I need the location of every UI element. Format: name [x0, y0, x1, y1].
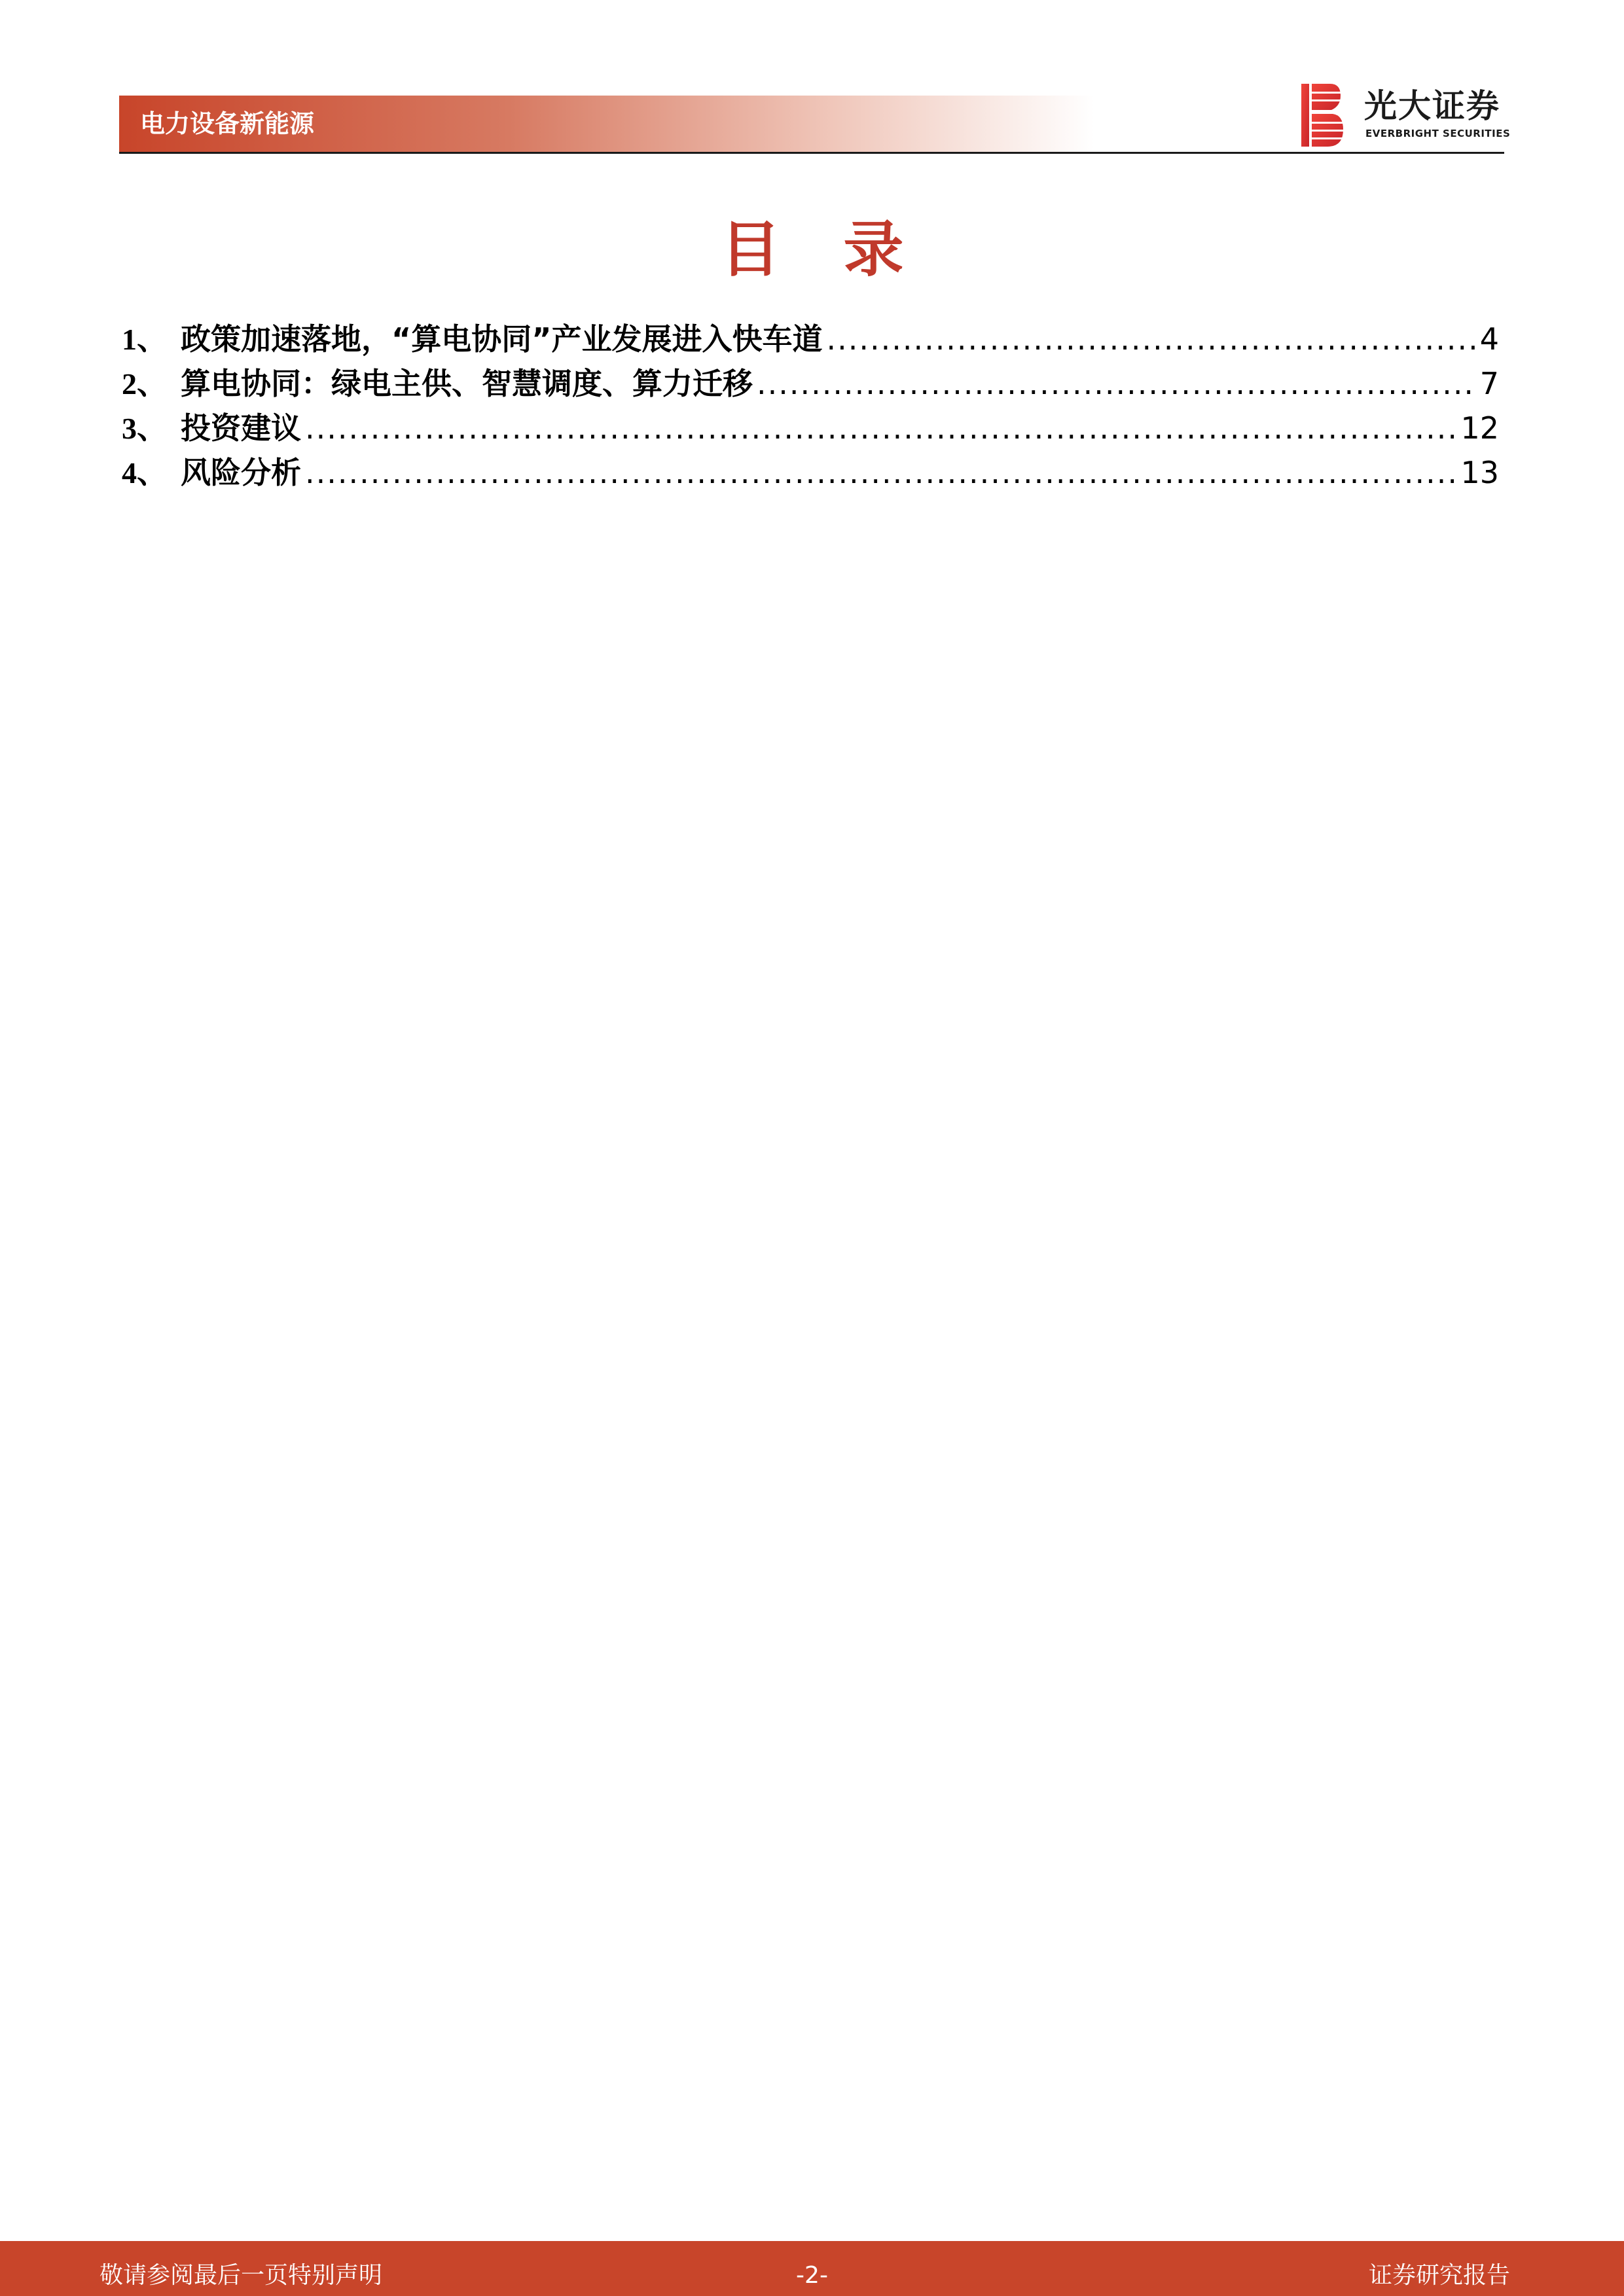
logo-company-name: 光大证券	[1364, 87, 1500, 125]
toc-entry-text: 算电协同：绿电主供、智慧调度、算力迁移	[181, 366, 753, 401]
toc-entry-number: 2、	[122, 367, 167, 401]
footer-report-type: 证券研究报告	[1368, 2262, 1510, 2289]
toc-entry-page: 12	[1460, 410, 1499, 446]
company-logo	[1301, 84, 1511, 147]
header-divider	[119, 152, 1504, 154]
report-category: 电力设备新能源	[140, 109, 315, 138]
toc-entry-page: 4	[1479, 321, 1499, 357]
toc-entry-text: 投资建议	[181, 410, 301, 446]
toc-entry[interactable]	[122, 317, 1499, 361]
logo-company-subtitle: EVERBRIGHT SECURITIES	[1365, 128, 1511, 139]
toc-leader-dots	[305, 406, 1456, 450]
toc-leader-dots	[757, 361, 1476, 406]
toc-leader-dots	[826, 317, 1475, 361]
toc-entry-number: 3、	[122, 412, 167, 445]
page-number: -2-	[796, 2262, 828, 2289]
toc-title: 目录	[720, 215, 967, 285]
footer-disclaimer-note: 敬请参阅最后一页特别声明	[99, 2262, 383, 2289]
everbright-b-logo-icon	[1301, 84, 1343, 147]
toc-entry[interactable]	[122, 361, 1499, 406]
toc-entry-number: 4、	[122, 456, 167, 490]
toc-entry-text: 风险分析	[181, 455, 301, 490]
toc-entry-page: 13	[1460, 455, 1499, 490]
toc-entry[interactable]	[122, 406, 1499, 450]
toc-entry-page: 7	[1479, 366, 1499, 401]
toc-entry-text: 政策加速落地，“算电协同”产业发展进入快车道	[181, 321, 823, 357]
toc-entry-number: 1、	[122, 323, 167, 356]
toc-list	[122, 317, 1499, 495]
toc-leader-dots	[305, 450, 1456, 495]
toc-entry[interactable]	[122, 450, 1499, 495]
